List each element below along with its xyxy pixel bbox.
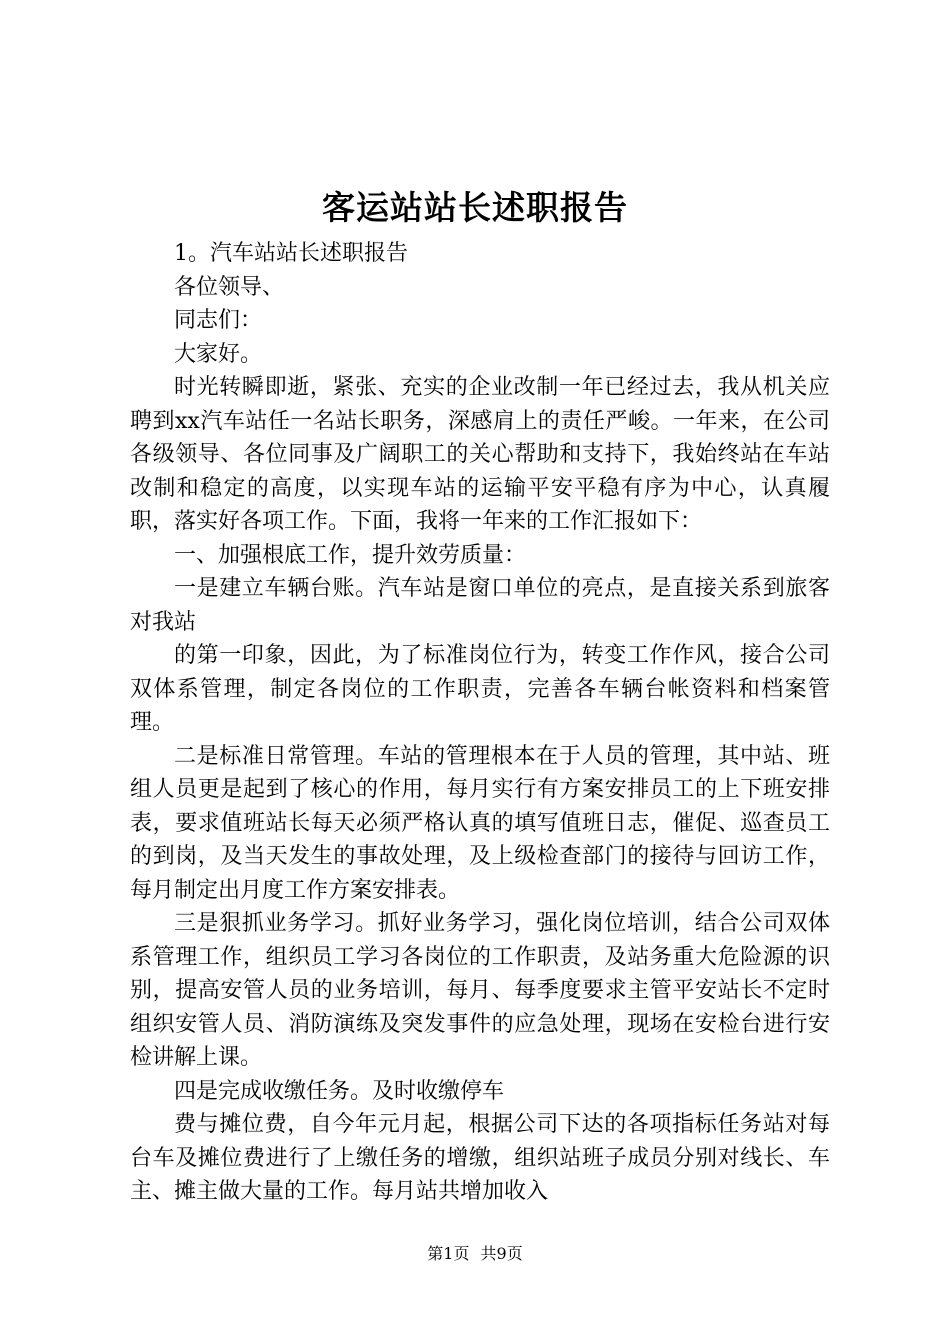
paragraph: 四是完成收缴任务。及时收缴停车	[174, 1078, 505, 1104]
paragraph: 二是标准日常管理。车站的管理根本在于人员的管理，其中站、班组人员更是起到了核心的作用，每月实行有方案安排员工的上下班安排表，要求值班站长每天必须严格认真的填写值班日志，催促、巡查员工的到岗，及当天发生的事故处理，及上级检查部门的接待与回访工作，每月制定出月度工作方案安排表。	[130, 743, 830, 903]
document-title: 客运站站长述职报告	[322, 188, 628, 227]
paragraph: 一、加强根底工作，提升效劳质量：	[174, 542, 527, 568]
paragraph: 同志们：	[174, 308, 263, 333]
document-body	[130, 237, 830, 1209]
paragraph: 各位领导、	[174, 274, 285, 300]
paragraph: 一是建立车辆台账。汽车站是窗口单位的亮点，是直接关系到旅客对我站	[130, 576, 830, 635]
page-footer	[0, 1241, 950, 1264]
paragraph: 费与摊位费，自今年元月起，根据公司下达的各项指标任务站对每台车及摊位费进行了上缴任务的增缴，组织站班子成员分别对线长、车主、摊主做大量的工作。每月站共增加收入	[130, 1112, 830, 1204]
paragraph: 1。汽车站站长述职报告	[174, 241, 408, 266]
page-total: 共9页	[480, 1244, 523, 1263]
paragraph: 大家好。	[174, 341, 263, 367]
paragraph: 的第一印象，因此，为了标准岗位行为，转变工作作风，接合公司双体系管理，制定各岗位的工作职责，完善各车辆台帐资料和档案管理。	[130, 643, 830, 735]
paragraph: 时光转瞬即逝，紧张、充实的企业改制一年已经过去，我从机关应聘到xx汽车站任一名站长职务，深感肩上的责任严峻。一年来，在公司各级领导、各位同事及广阔职工的关心帮助和支持下，我始终站在车站改制和稳定的高度，以实现车站的运输平安平稳有序为中心，认真履职，落实好各项工作。下面，我将一年来的工作汇报如下：	[130, 375, 830, 534]
page-number: 第1页	[427, 1244, 470, 1263]
paragraph: 三是狠抓业务学习。抓好业务学习，强化岗位培训，结合公司双体系管理工作，组织员工学习各岗位的工作职责，及站务重大危险源的识别，提高安管人员的业务培训，每月、每季度要求主管平安站长不定时组织安管人员、消防演练及突发事件的应急处理，现场在安检台进行安检讲解上课。	[130, 911, 830, 1070]
